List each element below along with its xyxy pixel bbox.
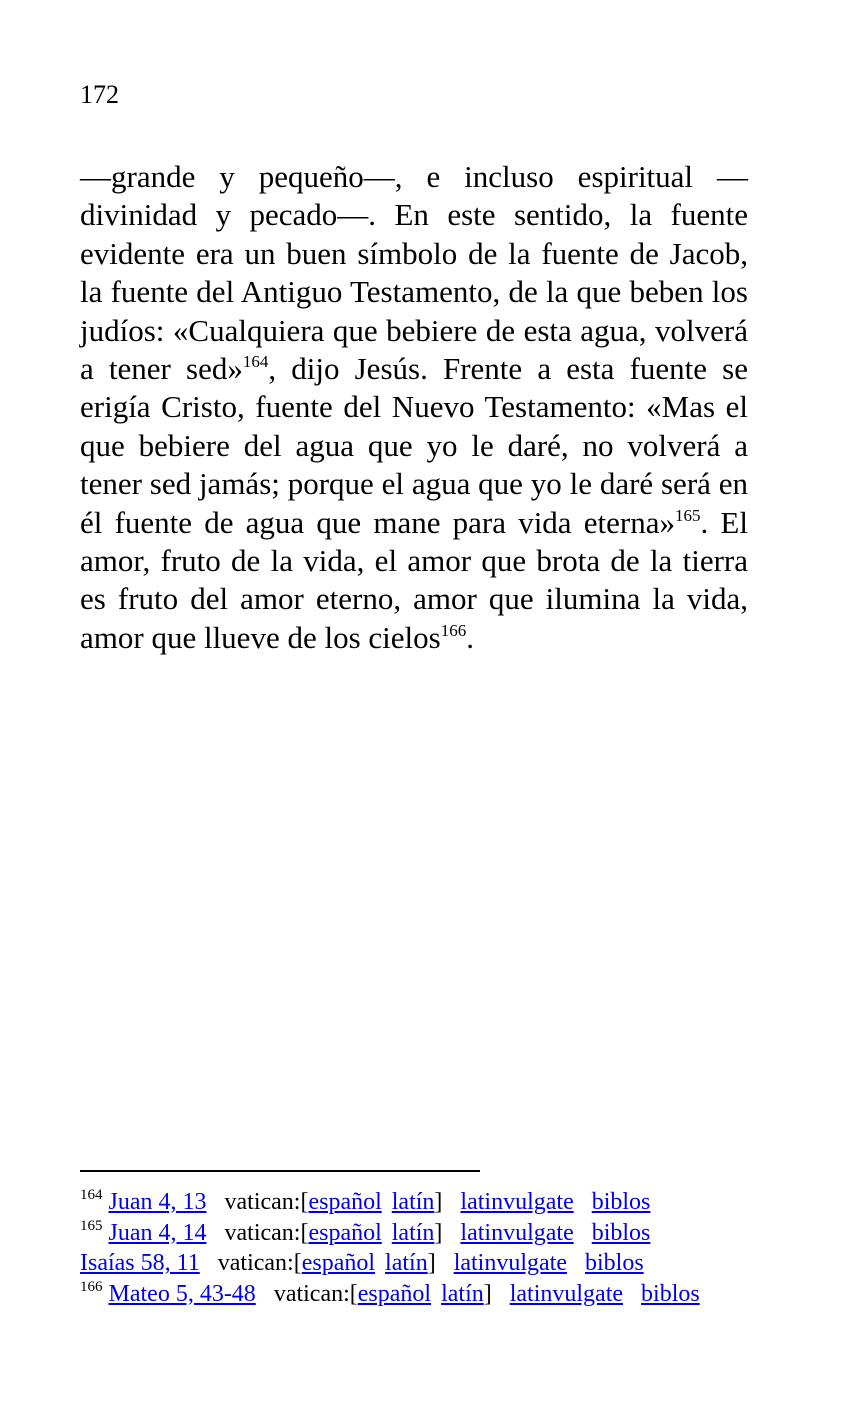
vatican-label: vatican:[ [224, 1189, 309, 1215]
vatican-close: ] [434, 1189, 443, 1215]
scripture-link-mateo-5-43-48[interactable]: Mateo 5, 43-48 [108, 1280, 256, 1307]
biblos-link[interactable]: biblos [641, 1280, 700, 1307]
body-text-part-1: —grande y pequeño—, e incluso espiritual —divinidad y pecado—. En este sentido, la fuente evidente era un buen símbolo de la fuente de Jacob, la fuente del Antiguo Testamento, de la que beben los judíos: «Cualquiera que bebiere de esta agua, volverá a tener sed» [80, 159, 748, 387]
vatican-close: ] [434, 1219, 443, 1246]
footnote-165 [80, 1218, 780, 1249]
vatican-latin-link[interactable]: latín [441, 1280, 484, 1307]
vatican-espanol-link[interactable]: español [308, 1189, 382, 1215]
footnote-number: 165 [80, 1217, 103, 1234]
latinvulgate-link[interactable]: latinvulgate [509, 1280, 624, 1307]
biblos-link[interactable]: biblos [591, 1189, 651, 1215]
biblos-link[interactable]: biblos [584, 1250, 644, 1276]
page-number: 172 [80, 80, 119, 109]
scripture-link-juan-4-14[interactable]: Juan 4, 14 [108, 1219, 207, 1246]
footnotes [80, 1187, 780, 1309]
latinvulgate-link[interactable]: latinvulgate [460, 1189, 574, 1215]
vatican-latin-link[interactable]: latín [391, 1219, 435, 1246]
body-text-part-2: , dijo Jesús. Frente a esta fuente se erigía Cristo, fuente del Nuevo Testamento: «Mas el que bebiere del agua que yo le daré, no volverá a tener sed jamás; porque el agua que yo le daré será en él fuente de agua que mane para vida eterna» [80, 351, 748, 540]
footnote-number: 164 [80, 1187, 103, 1203]
latinvulgate-link[interactable]: latinvulgate [453, 1250, 567, 1276]
body-text-part-4: . [466, 619, 474, 655]
footnote-number: 166 [80, 1278, 103, 1295]
footnote-164 [80, 1187, 780, 1218]
vatican-label: vatican:[ [217, 1250, 302, 1276]
vatican-label: vatican:[ [273, 1280, 358, 1307]
footnote-separator [80, 1170, 480, 1172]
footnote-165-isaias [80, 1248, 780, 1279]
vatican-label: vatican:[ [224, 1219, 309, 1246]
vatican-espanol-link[interactable]: español [308, 1219, 382, 1246]
scripture-link-isaias-58-11[interactable]: Isaías 58, 11 [80, 1250, 200, 1276]
body-paragraph [80, 158, 748, 657]
vatican-close: ] [427, 1250, 436, 1276]
vatican-latin-link[interactable]: latín [391, 1189, 435, 1215]
footnote-ref-164: 164 [242, 352, 269, 372]
biblos-link[interactable]: biblos [591, 1219, 651, 1246]
vatican-latin-link[interactable]: latín [385, 1250, 428, 1276]
vatican-espanol-link[interactable]: español [301, 1250, 376, 1276]
footnote-166 [80, 1279, 780, 1310]
scripture-link-juan-4-13[interactable]: Juan 4, 13 [108, 1189, 207, 1215]
footnote-ref-165: 165 [674, 505, 701, 525]
vatican-close: ] [483, 1280, 492, 1307]
vatican-espanol-link[interactable]: español [357, 1280, 432, 1307]
footnote-ref-166: 166 [440, 620, 467, 640]
latinvulgate-link[interactable]: latinvulgate [460, 1219, 574, 1246]
body-text-part-3: . El amor, fruto de la vida, el amor que brota de la tierra es fruto del amor eterno, amor que ilumina la vida, amor que llueve de los cielos [80, 504, 748, 655]
